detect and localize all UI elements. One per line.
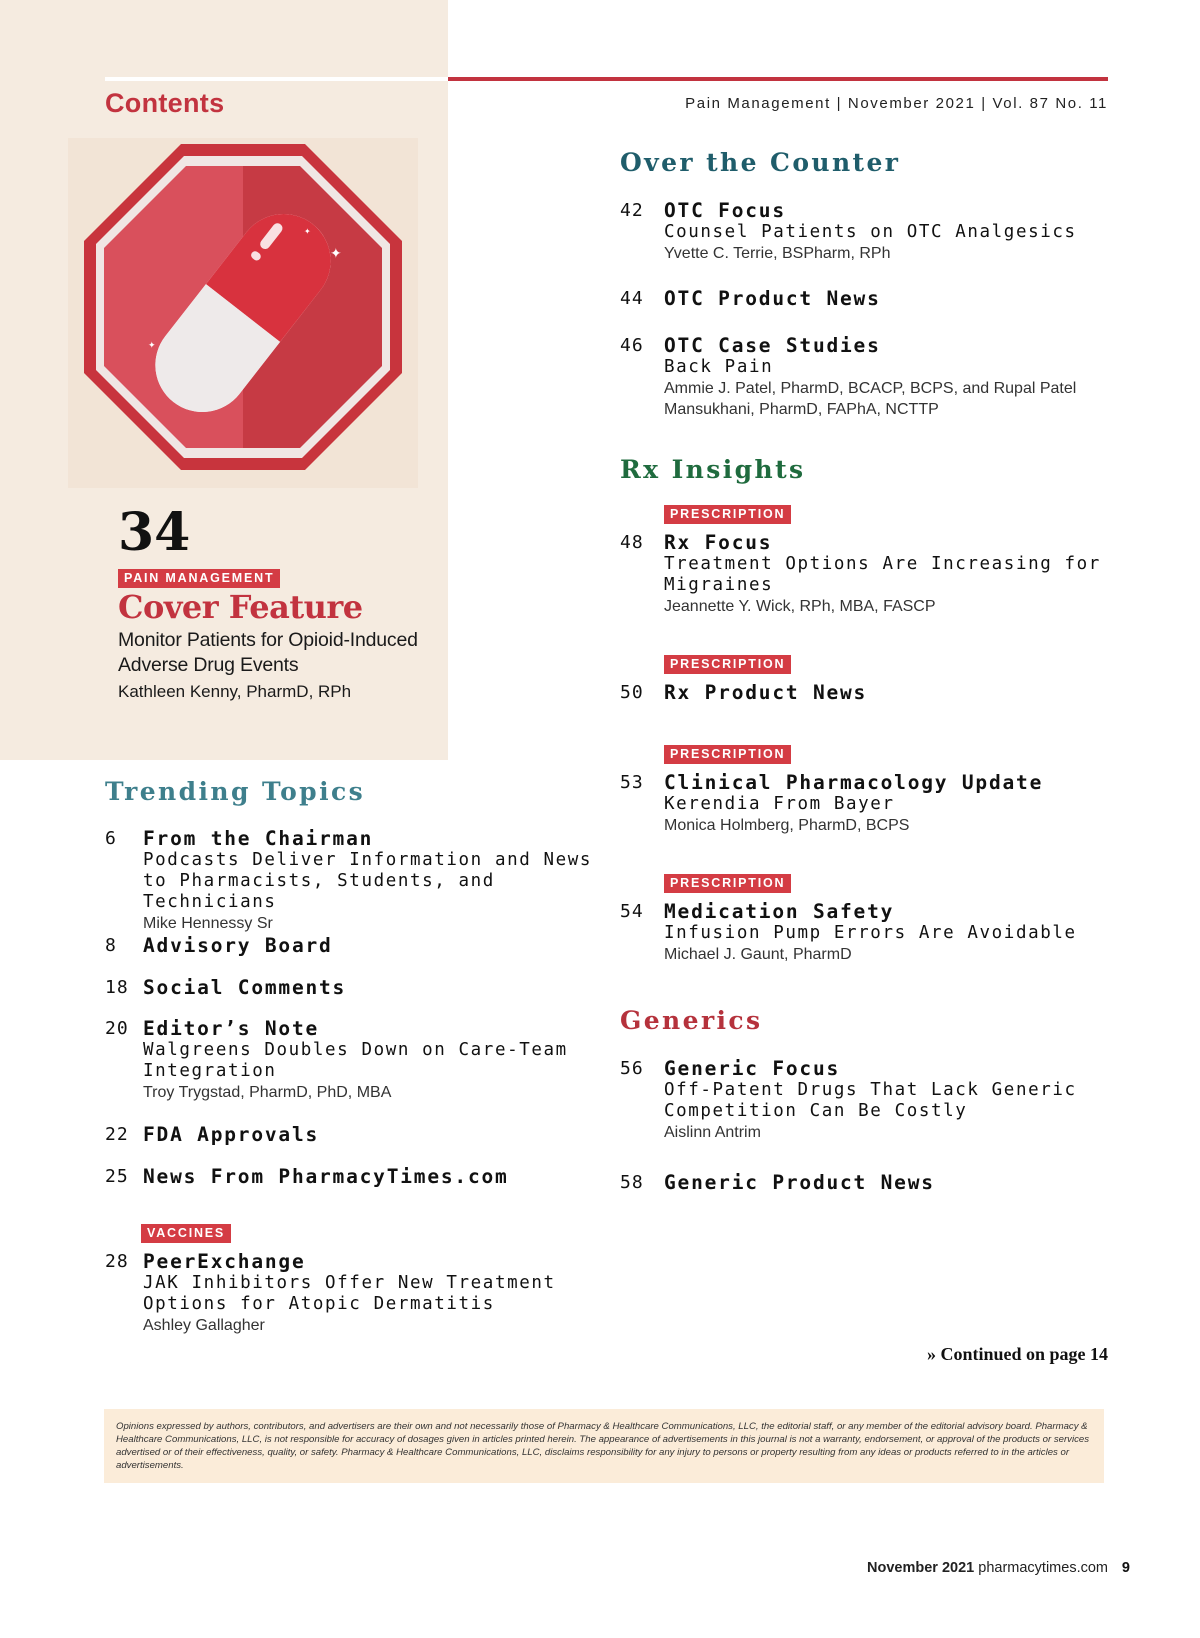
entry-page-number: 20: [105, 1018, 129, 1039]
entry-page-number: 8: [105, 935, 117, 956]
svg-text:✦: ✦: [330, 246, 342, 262]
toc-entry[interactable]: [620, 655, 1140, 704]
entry-author: Monica Holmberg, PharmD, BCPS: [664, 817, 910, 834]
disclaimer: Opinions expressed by authors, contributors, and advertisers are their own and not necessarily those of Pharmacy & Healthcare Communications, LLC, the editorial staff, or any member of the editorial advisory board. Pharmacy & Healthcare Communications, LLC, is not responsible for accuracy of dosages given in articles printed herein. The appearance of advertisements in this journal is not a warranty, endorsement, or approval of the products or services advertised or of their effectiveness, quality, or safety. Pharmacy & Healthcare Communications, LLC, disclaims responsibility for any injury to persons or property resulting from any ideas or products referred to in the articles or advertisements.: [104, 1409, 1104, 1483]
entry-heading[interactable]: PeerExchange: [143, 1250, 306, 1273]
entry-heading[interactable]: Advisory Board: [143, 934, 333, 957]
svg-text:✦: ✦: [148, 341, 156, 351]
entry-subtitle: Podcasts Deliver Information and News to Pharmacists, Students, and Technicians: [143, 850, 593, 912]
stop-sign-pill-icon: [68, 138, 418, 488]
contents-title: Contents: [105, 88, 225, 118]
toc-entry[interactable]: [105, 935, 625, 957]
entry-author: Aislinn Antrim: [664, 1124, 761, 1141]
toc-entry[interactable]: [620, 505, 1140, 617]
footer: [867, 1560, 1108, 1576]
entry-subtitle: Kerendia From Bayer: [664, 794, 895, 814]
entry-author: Jeannette Y. Wick, RPh, MBA, FASCP: [664, 598, 936, 615]
entry-heading[interactable]: From the Chairman: [143, 827, 374, 850]
category-tag: PRESCRIPTION: [664, 745, 791, 764]
entry-page-number: 6: [105, 828, 117, 849]
toc-entry[interactable]: [620, 200, 1140, 264]
toc-entry[interactable]: [620, 1172, 1140, 1194]
category-tag: PRESCRIPTION: [664, 655, 791, 674]
toc-entry[interactable]: [105, 1224, 625, 1336]
cover-tag: [118, 569, 280, 588]
entry-heading[interactable]: OTC Product News: [664, 287, 881, 310]
header-rule-right: [448, 77, 1108, 81]
toc-entry[interactable]: [620, 335, 1140, 420]
toc-entry[interactable]: [105, 828, 625, 934]
page-number: 9: [1121, 1560, 1130, 1576]
entry-page-number: 44: [620, 288, 644, 309]
entry-subtitle: Counsel Patients on OTC Analgesics: [664, 222, 1077, 242]
category-tag: VACCINES: [141, 1224, 231, 1243]
entry-heading[interactable]: Social Comments: [143, 976, 347, 999]
entry-subtitle: Back Pain: [664, 357, 774, 377]
issue-info: Pain Management | November 2021 | Vol. 87 No. 11: [685, 95, 1108, 112]
cover-page-number: 34: [118, 502, 191, 563]
entry-page-number: 46: [620, 335, 644, 356]
entry-heading[interactable]: Medication Safety: [664, 900, 895, 923]
entry-subtitle: Walgreens Doubles Down on Care-Team Integration: [143, 1040, 568, 1081]
entry-heading[interactable]: Generic Focus: [664, 1057, 841, 1080]
entry-page-number: 42: [620, 200, 644, 221]
toc-entry[interactable]: [620, 874, 1140, 965]
entry-heading[interactable]: Clinical Pharmacology Update: [664, 771, 1044, 794]
toc-entry[interactable]: [105, 977, 625, 999]
tag-label: PAIN MANAGEMENT: [118, 569, 280, 588]
entry-page-number: 58: [620, 1172, 644, 1193]
entry-heading[interactable]: OTC Case Studies: [664, 334, 881, 357]
entry-heading[interactable]: Rx Focus: [664, 531, 773, 554]
entry-heading[interactable]: Editor’s Note: [143, 1017, 320, 1040]
footer-date: November 2021: [867, 1560, 975, 1576]
section-title-rx: Rx Insights: [620, 455, 806, 484]
entry-author: Ammie J. Patel, PharmD, BCACP, BCPS, and Rupal Patel Mansukhani, PharmD, FAPhA, NCTTP: [664, 380, 1077, 418]
entry-heading[interactable]: Rx Product News: [664, 681, 868, 704]
entry-subtitle: Off-Patent Drugs That Lack Generic Competition Can Be Costly: [664, 1080, 1077, 1121]
toc-entry[interactable]: [620, 288, 1140, 310]
entry-author: Michael J. Gaunt, PharmD: [664, 946, 852, 963]
section-title-otc: Over the Counter: [620, 148, 901, 177]
category-tag: PRESCRIPTION: [664, 874, 791, 893]
entry-page-number: 54: [620, 901, 644, 922]
entry-author: Troy Trygstad, PharmD, PhD, MBA: [143, 1084, 392, 1101]
entry-author: Ashley Gallagher: [143, 1317, 265, 1334]
toc-entry[interactable]: [105, 1166, 625, 1188]
entry-page-number: 18: [105, 977, 129, 998]
toc-entry[interactable]: [620, 1058, 1140, 1143]
entry-page-number: 50: [620, 682, 644, 703]
toc-entry[interactable]: [620, 745, 1140, 836]
entry-page-number: 53: [620, 772, 644, 793]
category-tag: PRESCRIPTION: [664, 505, 791, 524]
entry-page-number: 22: [105, 1124, 129, 1145]
entry-author: Yvette C. Terrie, BSPharm, RPh: [664, 245, 891, 262]
entry-subtitle: JAK Inhibitors Offer New Treatment Options for Atopic Dermatitis: [143, 1273, 556, 1314]
entry-heading[interactable]: News From PharmacyTimes.com: [143, 1165, 509, 1188]
entry-page-number: 48: [620, 532, 644, 553]
entry-heading[interactable]: OTC Focus: [664, 199, 786, 222]
svg-text:✦: ✦: [304, 227, 311, 236]
entry-page-number: 25: [105, 1166, 129, 1187]
entry-heading[interactable]: FDA Approvals: [143, 1123, 320, 1146]
header-rule-left: [105, 77, 448, 81]
cover-author: Kathleen Kenny, PharmD, RPh: [118, 682, 352, 701]
section-title-generics: Generics: [620, 1006, 763, 1035]
cover-subtitle: Monitor Patients for Opioid-Induced Adverse Drug Events: [118, 629, 418, 676]
entry-page-number: 28: [105, 1251, 129, 1272]
section-title-trending: Trending Topics: [105, 777, 366, 806]
continued-note: » Continued on page 14: [926, 1344, 1108, 1364]
footer-site[interactable]: pharmacytimes.com: [978, 1560, 1108, 1576]
entry-heading[interactable]: Generic Product News: [664, 1171, 935, 1194]
entry-author: Mike Hennessy Sr: [143, 915, 273, 932]
entry-subtitle: Infusion Pump Errors Are Avoidable: [664, 923, 1077, 943]
toc-entry[interactable]: [105, 1124, 625, 1146]
entry-subtitle: Treatment Options Are Increasing for Migraines: [664, 554, 1101, 595]
entry-page-number: 56: [620, 1058, 644, 1079]
toc-entry[interactable]: [105, 1018, 625, 1103]
cover-title: Cover Feature: [118, 588, 363, 626]
